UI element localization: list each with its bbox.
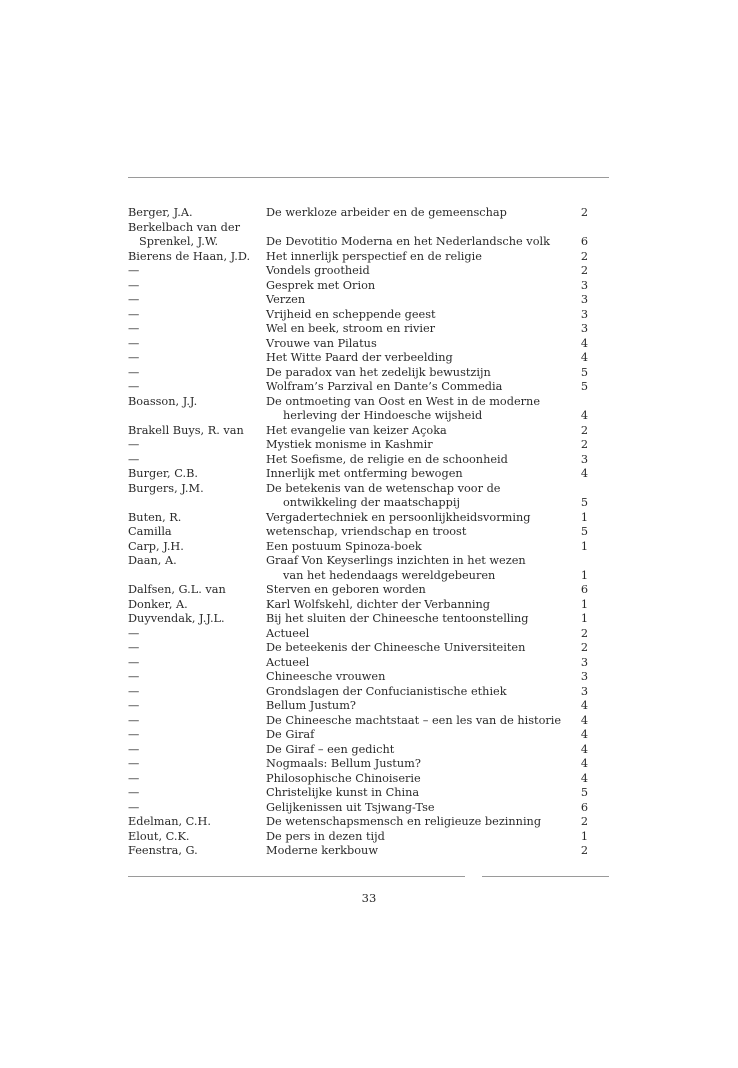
- entry-title: Moderne kerkbouw: [266, 844, 378, 857]
- entry-volume: 3: [580, 322, 588, 335]
- index-entry: [128, 815, 588, 830]
- entry-author: —: [128, 800, 140, 814]
- entry-title: Actueel: [266, 626, 310, 640]
- index-entry: [128, 322, 588, 337]
- index-entry: [128, 612, 588, 627]
- entry-author: Berger, J.A.: [128, 206, 193, 219]
- entry-volume: 4: [580, 336, 588, 350]
- entry-title: Wolfram’s Parzival en Dante’s Commedia: [266, 380, 503, 393]
- entry-author: Carp, J.H.: [128, 539, 184, 553]
- entry-author: Buten, R.: [128, 510, 182, 524]
- entry-author: —: [128, 322, 140, 335]
- entry-author: Camilla: [128, 525, 172, 538]
- entry-author: —: [128, 307, 140, 321]
- entry-title: Sterven en geboren worden: [266, 583, 426, 596]
- bottom-rule-left: [128, 876, 465, 877]
- entry-title: De wetenschapsmensch en religieuze bezinning: [266, 815, 542, 828]
- index-entry: [128, 395, 588, 410]
- entry-volume: 3: [580, 655, 588, 669]
- index-entry: [128, 438, 588, 453]
- index-entry: [128, 583, 588, 598]
- entry-volume: 6: [580, 800, 588, 814]
- entry-title: Gelijkenissen uit Tsjwang-Tse: [266, 800, 435, 814]
- entry-author: —: [128, 728, 140, 741]
- entry-title: Christelijke kunst in China: [266, 786, 420, 799]
- entry-title: Grondslagen der Confucianistische ethiek: [266, 684, 507, 698]
- entry-title: De Giraf: [266, 728, 315, 741]
- entry-author: —: [128, 278, 140, 292]
- entry-title: Vergadertechniek en persoonlijkheidsvorming: [266, 510, 531, 524]
- entry-author: —: [128, 742, 140, 756]
- index-entry: [128, 279, 588, 294]
- entry-title: Vrouwe van Pilatus: [266, 336, 377, 350]
- entry-title: Chineesche vrouwen: [266, 670, 386, 683]
- entry-author: —: [128, 786, 140, 799]
- entry-title: De Devotitio Moderna en het Nederlandsche volk: [266, 235, 550, 248]
- bottom-rule-right: [482, 876, 609, 877]
- index-entry: [128, 482, 588, 497]
- index-entry: [128, 511, 588, 526]
- index-entry: [128, 801, 588, 816]
- entry-volume: 2: [580, 626, 588, 640]
- entry-author: —: [128, 771, 140, 785]
- entry-title: Wel en beek, stroom en rivier: [266, 322, 436, 335]
- entry-author: —: [128, 380, 140, 393]
- entry-title: De Chineesche machtstaat – een les van de historie: [266, 713, 562, 727]
- entry-author: Donker, A.: [128, 597, 188, 611]
- entry-title: De ontmoeting van Oost en West in de moderne: [266, 394, 541, 408]
- entry-title: De werkloze arbeider en de gemeenschap: [266, 206, 507, 219]
- entry-volume: 4: [580, 699, 588, 712]
- index-entry: [128, 540, 588, 555]
- entry-volume: 4: [580, 742, 588, 756]
- entry-author: —: [128, 264, 140, 277]
- index-entry: [128, 844, 588, 859]
- entry-volume: 3: [580, 684, 588, 698]
- entry-volume: 1: [580, 597, 588, 611]
- entry-author: —: [128, 699, 140, 712]
- index-entry: [128, 656, 588, 671]
- entry-volume: 2: [580, 641, 588, 654]
- entry-author: Boasson, J.J.: [128, 394, 198, 408]
- index-entry: [128, 308, 588, 323]
- entry-title: ontwikkeling der maatschappij: [283, 496, 460, 509]
- index-entry: [128, 627, 588, 642]
- entry-title: herleving der Hindoesche wijsheid: [283, 409, 483, 422]
- entry-title: Het innerlijk perspectief en de religie: [266, 249, 482, 263]
- entry-volume: 2: [580, 438, 588, 451]
- entry-title: Karl Wolfskehl, dichter der Verbanning: [266, 597, 491, 611]
- index-entry: [128, 409, 588, 424]
- index-entry: [128, 728, 588, 743]
- entry-title: Vrijheid en scheppende geest: [266, 307, 436, 321]
- entry-author: —: [128, 351, 140, 364]
- entry-title: Het Witte Paard der verbeelding: [266, 351, 453, 364]
- entry-title: Bij het sluiten der Chineesche tentoonstelling: [266, 612, 529, 625]
- top-rule: [128, 177, 609, 178]
- entry-author: —: [128, 670, 140, 683]
- entry-author: Brakell Buys, R. van: [128, 423, 244, 437]
- entry-volume: 4: [580, 757, 588, 770]
- entry-author: —: [128, 641, 140, 654]
- index-entry: [128, 772, 588, 787]
- entry-author: —: [128, 626, 140, 640]
- entry-volume: 1: [580, 568, 588, 582]
- entry-volume: 5: [580, 786, 588, 799]
- entry-title: Innerlijk met ontferming bewogen: [266, 467, 463, 480]
- entry-author: Duyvendak, J.J.L.: [128, 612, 225, 625]
- entry-author: —: [128, 365, 140, 379]
- index-entry: [128, 453, 588, 468]
- index-entry: [128, 250, 588, 265]
- index-entry: [128, 293, 588, 308]
- entry-title: Actueel: [266, 655, 310, 669]
- index-entry: [128, 714, 588, 729]
- entry-volume: 5: [580, 380, 588, 393]
- entry-author: Berkelbach van der: [128, 220, 240, 234]
- entry-author: —: [128, 452, 140, 466]
- entry-author: Dalfsen, G.L. van: [128, 583, 226, 596]
- entry-author: Burger, C.B.: [128, 467, 198, 480]
- entry-title: De pers in dezen tijd: [266, 829, 385, 843]
- index-entry: [128, 366, 588, 381]
- index-entry: [128, 424, 588, 439]
- index-entries: [128, 206, 588, 859]
- index-entry: [128, 786, 588, 801]
- index-entry: [128, 221, 588, 236]
- entry-volume: 6: [580, 235, 588, 248]
- entry-title: Vondels grootheid: [266, 264, 370, 277]
- entry-volume: 5: [580, 525, 588, 538]
- entry-volume: 4: [580, 771, 588, 785]
- index-entry: [128, 264, 588, 279]
- index-entry: [128, 757, 588, 772]
- index-entry: [128, 496, 588, 511]
- index-entry: [128, 337, 588, 352]
- entry-title: Philosophische Chinoiserie: [266, 771, 421, 785]
- index-entry: [128, 830, 588, 845]
- entry-author: —: [128, 655, 140, 669]
- entry-author: Feenstra, G.: [128, 844, 198, 857]
- index-entry: [128, 554, 588, 569]
- entry-volume: 3: [580, 293, 588, 306]
- entry-volume: 2: [580, 249, 588, 263]
- entry-title: wetenschap, vriendschap en troost: [266, 525, 467, 538]
- entry-author: Sprenkel, J.W.: [139, 235, 219, 248]
- entry-author: —: [128, 438, 140, 451]
- entry-title: Bellum Justum?: [266, 699, 356, 712]
- index-entry: [128, 569, 588, 584]
- entry-title: Gesprek met Orion: [266, 278, 376, 292]
- index-entry: [128, 699, 588, 714]
- entry-title: Nogmaals: Bellum Justum?: [266, 757, 421, 770]
- entry-volume: 5: [580, 365, 588, 379]
- entry-volume: 3: [580, 278, 588, 292]
- entry-title: De beteekenis der Chineesche Universiteiten: [266, 641, 526, 654]
- entry-volume: 1: [580, 539, 588, 553]
- entry-author: Burgers, J.M.: [128, 481, 204, 495]
- entry-author: Edelman, C.H.: [128, 815, 211, 828]
- entry-volume: 3: [580, 670, 588, 683]
- entry-author: Elout, C.K.: [128, 829, 190, 843]
- index-entry: [128, 351, 588, 366]
- index-entry: [128, 467, 588, 482]
- entry-author: —: [128, 757, 140, 770]
- index-entry: [128, 235, 588, 250]
- entry-title: Het Soefisme, de religie en de schoonheid: [266, 452, 508, 466]
- entry-volume: 2: [580, 844, 588, 857]
- entry-volume: 2: [580, 206, 588, 219]
- entry-title: Mystiek monisme in Kashmir: [266, 438, 433, 451]
- index-entry: [128, 598, 588, 613]
- entry-volume: 4: [580, 351, 588, 364]
- entry-title: Het evangelie van keizer Açoka: [266, 423, 447, 437]
- entry-volume: 2: [580, 264, 588, 277]
- index-entry: [128, 380, 588, 395]
- index-entry: [128, 206, 588, 221]
- index-entry: [128, 743, 588, 758]
- entry-author: Daan, A.: [128, 554, 177, 567]
- entry-volume: 2: [580, 815, 588, 828]
- entry-author: —: [128, 713, 140, 727]
- entry-title: van het hedendaags wereldgebeuren: [283, 568, 496, 582]
- entry-volume: 5: [580, 496, 588, 509]
- index-entry: [128, 685, 588, 700]
- entry-author: —: [128, 336, 140, 350]
- entry-volume: 3: [580, 452, 588, 466]
- entry-title: Graaf Von Keyserlings inzichten in het wezen: [266, 554, 526, 567]
- entry-author: Bierens de Haan, J.D.: [128, 249, 251, 263]
- index-entry: [128, 670, 588, 685]
- entry-title: De betekenis van de wetenschap voor de: [266, 481, 501, 495]
- entry-title: De paradox van het zedelijk bewustzijn: [266, 365, 491, 379]
- entry-volume: 1: [580, 829, 588, 843]
- entry-title: Een postuum Spinoza-boek: [266, 539, 422, 553]
- entry-volume: 6: [580, 583, 588, 596]
- index-entry: [128, 525, 588, 540]
- entry-volume: 1: [580, 612, 588, 625]
- entry-volume: 4: [580, 409, 588, 422]
- entry-volume: 2: [580, 423, 588, 437]
- entry-volume: 4: [580, 713, 588, 727]
- entry-volume: 1: [580, 510, 588, 524]
- entry-author: —: [128, 293, 140, 306]
- entry-title: De Giraf – een gedicht: [266, 742, 395, 756]
- entry-author: —: [128, 684, 140, 698]
- index-entry: [128, 641, 588, 656]
- page-number: 33: [361, 891, 377, 905]
- entry-volume: 4: [580, 728, 588, 741]
- entry-volume: 4: [580, 467, 588, 480]
- entry-volume: 3: [580, 307, 588, 321]
- entry-title: Verzen: [266, 293, 306, 306]
